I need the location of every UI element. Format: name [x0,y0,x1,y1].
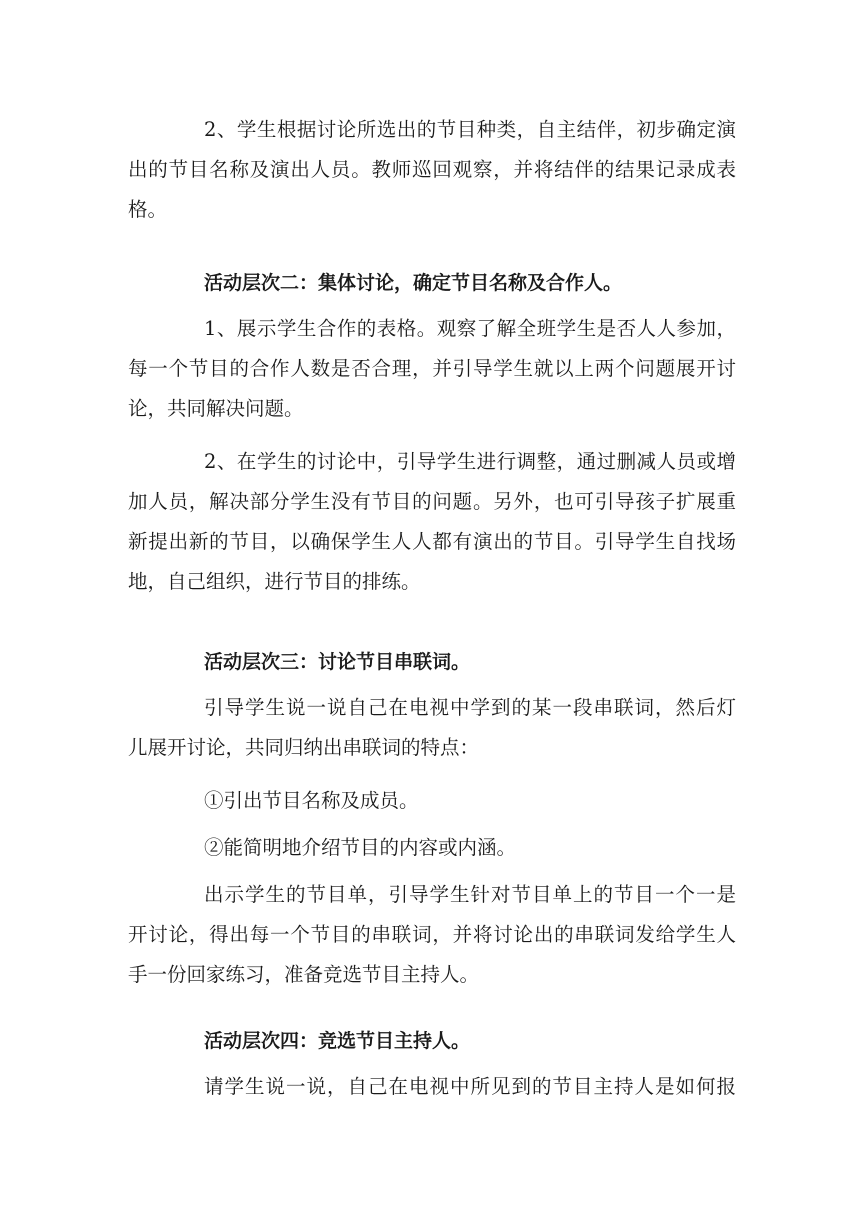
paragraph-5 [128,781,736,821]
heading-text: 活动层次三：讨论节目串联词。 [204,651,471,673]
text-line: 1、展示学生合作的表格。观察了解全班学生是否人人参加， [204,317,736,340]
text-line: 新提出新的节目，以确保学生人人都有演出的节目。引导学生自找场 [128,530,736,553]
heading-text: 活动层次四：竞选节目主持人。 [204,1030,471,1052]
section-heading-3 [128,642,736,682]
text-line: 地，自己组织，进行节目的排练。 [128,570,421,593]
text-line: 加人员，解决部分学生没有节目的问题。另外，也可引导孩子扩展重 [128,490,736,513]
text-line: 每一个节目的合作人数是否合理，并引导学生就以上两个问题展开讨 [128,357,736,380]
text-line: ②能简明地介绍节目的内容或内涵。 [204,836,517,859]
paragraph-4 [128,688,736,768]
text-line: 格。 [128,198,168,221]
paragraph-8 [128,1067,736,1107]
paragraph-7 [128,875,736,995]
text-line: 2、学生根据讨论所选出的节目种类，自主结伴，初步确定演 [204,118,736,141]
paragraph-6 [128,828,736,868]
text-line: 开讨论，得出每一个节目的串联词，并将讨论出的串联词发给学生人 [128,923,736,946]
text-line: 出的节目名称及演出人员。教师巡回观察，并将结伴的结果记录成表 [128,158,736,181]
paragraph-3 [128,442,736,602]
paragraph-2 [128,309,736,429]
heading-text: 活动层次二：集体讨论，确定节目名称及合作人。 [204,272,623,294]
text-line: ①引出节目名称及成员。 [204,789,419,812]
text-line: 出示学生的节目单，引导学生针对节目单上的节目一个一是 [204,883,736,906]
section-heading-4 [128,1021,736,1061]
text-line: 论，共同解决问题。 [128,397,304,420]
text-line: 引导学生说一说自己在电视中学到的某一段串联词，然后灯 [204,696,736,719]
text-line: 手一份回家练习，准备竞选节目主持人。 [128,963,480,986]
paragraph-1 [128,110,736,230]
text-line: 请学生说一说，自己在电视中所见到的节目主持人是如何报 [204,1075,736,1098]
text-line: 儿展开讨论，共同归纳出串联词的特点： [128,736,480,759]
text-line: 2、在学生的讨论中，引导学生进行调整，通过删减人员或增 [204,450,736,473]
section-heading-2 [128,263,736,303]
